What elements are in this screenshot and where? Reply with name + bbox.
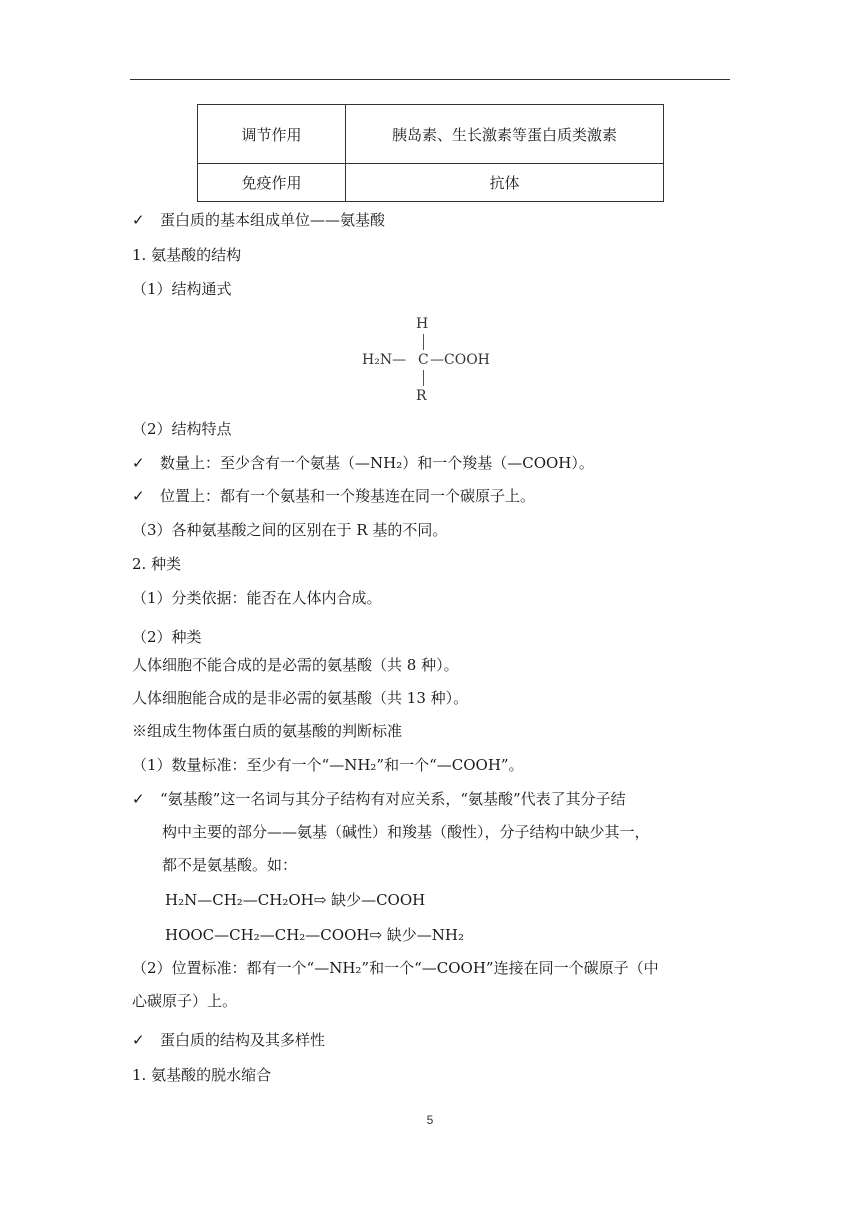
- paragraph-line: 都不是氨基酸。如：: [162, 856, 298, 874]
- item-text: “氨基酸”这一名词与其分子结构有对应关系，“氨基酸”代表了其分子结: [160, 790, 626, 808]
- checked-heading: [132, 210, 385, 230]
- formula-bond-top: [423, 334, 424, 350]
- formula-r-group: R: [416, 388, 427, 404]
- paragraph-line: 人体细胞不能合成的是必需的氨基酸（共 8 种）。: [132, 656, 459, 674]
- paragraph-line: （2）位置标准：都有一个“—NH₂”和一个“—COOH”连接在同一个碳原子（中: [132, 959, 659, 977]
- table-row: [198, 105, 664, 164]
- formula-bond-bottom: [423, 370, 424, 386]
- formula-carboxyl-group: —COOH: [430, 352, 490, 368]
- heading-text: 蛋白质的基本组成单位——氨基酸: [160, 211, 386, 229]
- example-formula: HOOC—CH₂—CH₂—COOH⇨ 缺少—NH₂: [165, 926, 465, 944]
- check-icon: ✓: [132, 1031, 145, 1049]
- section-heading: 2. 种类: [132, 555, 182, 573]
- check-icon: ✓: [132, 487, 145, 505]
- section-heading: 1. 氨基酸的结构: [132, 246, 242, 264]
- subsection-heading: （1）结构通式: [132, 280, 232, 298]
- paragraph-line: 心碳原子）上。: [132, 992, 238, 1010]
- header-rule: [130, 79, 730, 80]
- table-cell-function: 免疫作用: [198, 164, 346, 202]
- example-formula: H₂N—CH₂—CH₂OH⇨ 缺少—COOH: [165, 891, 426, 909]
- section-heading: 1. 氨基酸的脱水缩合: [132, 1066, 272, 1084]
- subsection-heading: （2）种类: [132, 628, 202, 646]
- table-cell-example: 抗体: [346, 164, 664, 202]
- formula-amino-group: H₂N—: [362, 352, 407, 368]
- table-cell-example: 胰岛素、生长激素等蛋白质类激素: [346, 105, 664, 164]
- checked-item: [132, 789, 626, 809]
- page-number: 5: [426, 1113, 434, 1127]
- paragraph-line: （3）各种氨基酸之间的区别在于 R 基的不同。: [132, 521, 448, 539]
- paragraph-line: （1）数量标准：至少有一个“—NH₂”和一个“—COOH”。: [132, 756, 524, 774]
- item-text: 位置上：都有一个氨基和一个羧基连在同一个碳原子上。: [160, 487, 536, 505]
- protein-function-table: [197, 104, 664, 202]
- paragraph-line: （1）分类依据：能否在人体内合成。: [132, 589, 382, 607]
- paragraph-line: 人体细胞能合成的是非必需的氨基酸（共 13 种）。: [132, 689, 469, 707]
- checked-item: [132, 486, 535, 506]
- paragraph-line: 构中主要的部分——氨基（碱性）和羧基（酸性），分子结构中缺少其一，: [162, 823, 650, 841]
- table-row: [198, 164, 664, 202]
- table-cell-function: 调节作用: [198, 105, 346, 164]
- formula-h: H: [416, 316, 429, 332]
- item-text: 数量上：至少含有一个氨基（—NH₂）和一个羧基（—COOH）。: [160, 454, 594, 472]
- formula-carbon: C: [418, 352, 429, 368]
- checked-item: [132, 453, 594, 473]
- check-icon: ✓: [132, 454, 145, 472]
- check-icon: ✓: [132, 790, 145, 808]
- subsection-heading: （2）结构特点: [132, 420, 232, 438]
- paragraph-line: ※组成生物体蛋白质的氨基酸的判断标准: [132, 722, 403, 740]
- heading-text: 蛋白质的结构及其多样性: [160, 1031, 326, 1049]
- check-icon: ✓: [132, 211, 145, 229]
- checked-heading: [132, 1030, 325, 1050]
- amino-acid-general-formula: [360, 312, 500, 404]
